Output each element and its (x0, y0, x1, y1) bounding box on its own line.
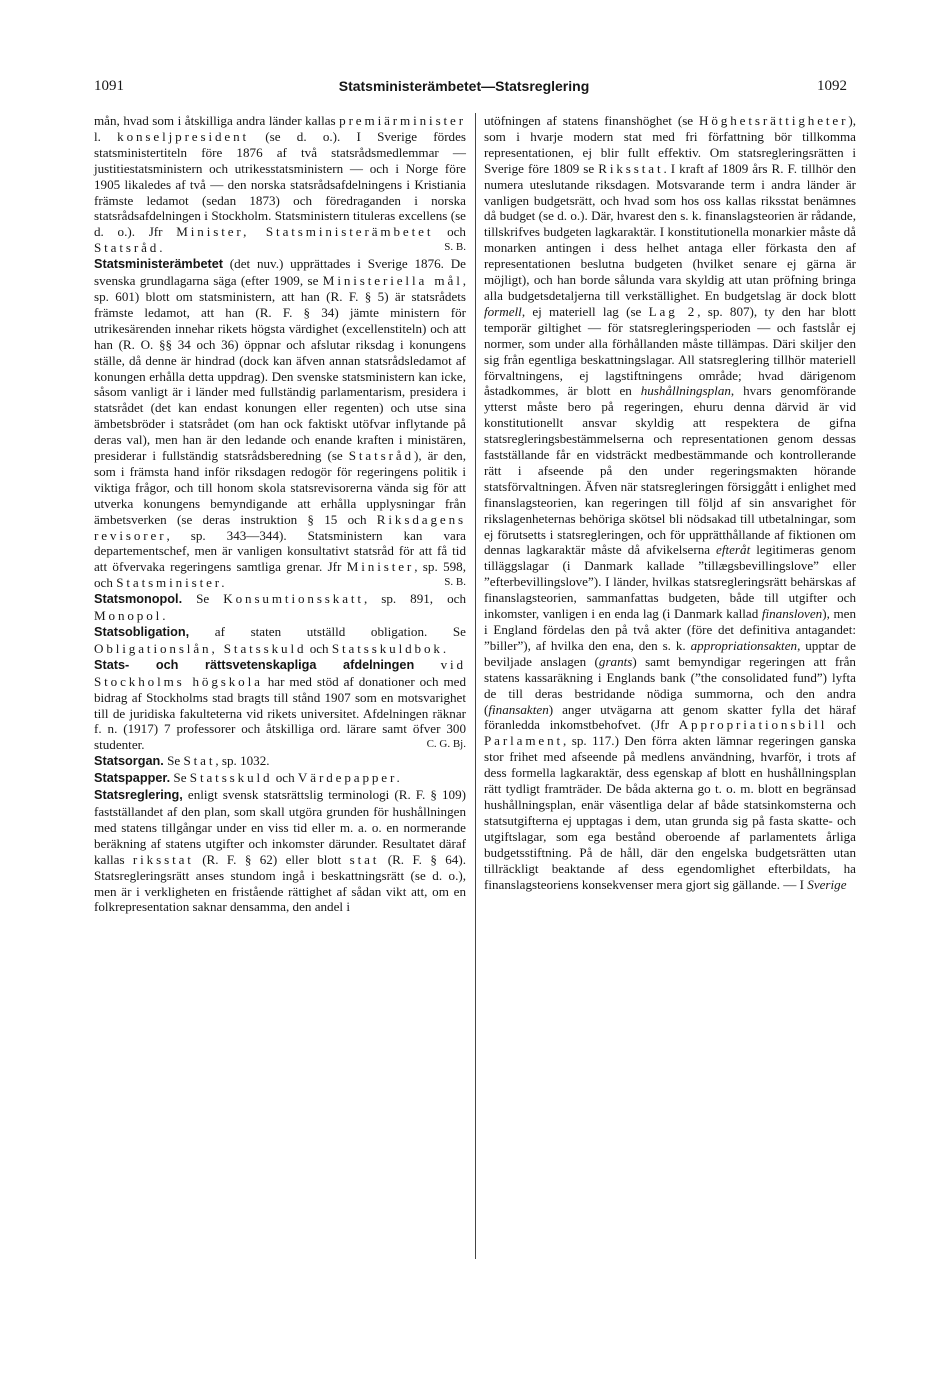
page-number-right: 1092 (817, 78, 847, 94)
entry-statsobligation: Statsobligation, af staten utställd obligation. Se Obligationslån, Statsskuld och Statsskuldbok. (94, 624, 466, 656)
signature: S. B. (444, 576, 466, 589)
entry-statsminister-continued: mån, hvad som i åtskilliga andra länder kallas premiärminister l. konseljpresident (se d. o.). I Sverige fördes statsministertiteln före 1876 af två statsrådsmedlemmar — justitiestatsministern och utrikesstatsministern — och i Norge före 1905 likaledes af två — den norska statsrådsafdelningens i Kristiania främste ledamot (sedan 1873) och föredraganden i norska statsrådsafdelningen i Stockholm. Statsministern tituleras excellens (se d. o.). Jfr Minister, Statsministerämbetet och Statsråd. S. B. (94, 113, 467, 256)
entry-headword: Statsobligation, (94, 625, 190, 640)
entry-statsorgan: Statsorgan. Se Stat, sp. 1032. (94, 753, 270, 769)
entry-statspapper: Statspapper. Se Statsskuld och Värdepapper. (94, 770, 403, 786)
entry-headword: Stats- och rättsvetenskapliga afdelningen (94, 657, 415, 672)
entry-statsreglering-continued: utöfningen af statens finanshöghet (se Höghetsrättigheter), som i hvarje modern stat med fri författning bör tillkomma representationen, ej blir fullt effektiv. Om statsregleringsrätten i Sverige före 1809 se Riksstat. I kraft af 1809 års R. F. tillhör den numera uteslutande riksdagen. Motsvarande term i andra länder är vanligen budgetsrätt, och hvad som hos oss kallas riksstat benämnes då budget (se d. o.). Där, hvarest den s. k. finanslagsteorien är rådande, tillskrifves budgeten lagkaraktär. I konstitutionella monarkier måste då monarken antingen i dess helhet antaga eller förkasta den af representationen beslutna budgeten (hvilket senare ej gärna är möjligt), och han borde sålunda vara skyldig att utan pröfning bringa alla budgetsdetaljerna till verkställighet. En budgetslag är dock blott formell, ej materiell lag (se Lag 2, sp. 807), ty den har blott temporär giltighet — för statsregleringsperioden — och fastslår ej normer, som under alla förhållanden måste tillämpas. Däri skiljer den sig från egentliga beskattningslagar. All statsreglering tillhör materiell förvaltningens, ej lagstiftningens område; hvad därigenom åstadkommes, är blott en hushållningsplan, hvars genomförande ytterst måste bero på regeringen, ehuru denna därvid är vid konstitutionellt ansvar skyldig att respektera de gifna statsregleringsbestämmelserna och representationen genom dessas fastställande får en vidsträckt medbestämmande och kontrollerande rätt i afseende på den under regeringsmakten hörande statsförvaltningen. Äfven när statsregleringen försiggått i enlighet med finanslagsteorien, kan regeringen till följd af sin ansvarighet för rikslagenheternas behöriga skötsel bli nödsakad till utbetalningar, som ej förutsetts i statsregleringen, och för upprätthållande af fiktionen om dennas lagkaraktär måste då afvikelserna efteråt legitimeras genom tilläggslagar (i Danmark kallade ”tillægsbevillingslove” eller ”efterbevillingslove”). I länder, hvilkas statsregleringsrätt behärskas af finanslagsteorien, sammanfattas budgeten, både till utgifter och inkomster, vanligen i en enda lag (i Danmark kallad finansloven), men i England fördelas den på två akter (före det definitiva antagandet: ”biller”), af hvilka den ena, den s. k. appropriationsakten, upptar de beviljade anslagen (grants) samt bemyndigar regeringen att från statens kassaräkning i Englands bank (”the consolidated fund”) lyfta de till deras bestridande nödiga summorna, och den andra (finansakten) anger utvägarna att genom skatter fylla det häraf föranledda inkomstbehofvet. (Jfr Appropriationsbill och Parlament, sp. 117.) Den förra akten lämnar regeringen ganska stor frihet med afseende på medlens användning, hvarför, i trots af dess formella lagkaraktär, dess egenskap af blott en hushållningsplan rätt tydligt framträder. De båda akterna go t. o. m. blott en begränsad hushållningsplan, enär väsentliga delar af både statsinkomsterna och statsutgifterna ej upptagas i dem, utan grunda sig på fasta skatte- och utgiftslagar, som ega bestånd oberoende af parlamentets årliga budgetsstiftning. På de håll, där den engelska budgetsrätten utan tillräckligt beaktande af dess egendomlighet efterbildats, ha finanslagsteoriens konsekvenser mera gjort sig gällande. — I Sverige (484, 113, 857, 892)
entry-headword: Statsorgan. (94, 754, 164, 769)
running-title: Statsministerämbetet—Statsreglering (338, 78, 590, 94)
column-divider (475, 113, 476, 1259)
entry-statsministerambetet: Statsministerämbetet (det nuv.) upprättades i Sverige 1876. De svenska grundlagarna säga (efter 1909, se Ministeriella mål, sp. 601) blott om statsministern, att han (R. F. § 5) är statsrådets främste ledamot, att han (R. F. § 34) jämte ministern för utrikesärenden innehar rikets högsta värdighet (excellenstiteln) och att han (R. O. §§ 34 och 36) öppnar och afslutar riksdag i konungens ställe, då denne är hindrad (dock kan äfven annan statsrådsledamot af konungen erhålla detta uppdrag). Den svenske statsministern kan icke, såsom vanligt är i länder med fullständig parlamentarism, presidera i statsrådet (det kan endast konungen eller regenten) och utse sina ämbetsbröder i statsrådet (om han ock faktiskt utöfvar inflytande på deras val), men han är den ledande och enande kraften i ministären, presiderar i fullständig statsrådsberedning (se Statsråd), är den, som i främsta hand inför riksdagen redogör för regeringens politik i viktiga frågor, och till honom skola statsrevisorerna vända sig för att utverka konungens bemyndigande att erhålla upplysningar från ämbetsverken (se deras instruktion § 15 och Riksdagens revisorer, sp. 343—344). Statsministern kan vara departementschef, men är vanligen konsultativt statsråd för att få tid att öfvervaka regeringens samtliga grenar. Jfr Minister, sp. 598, och Statsminister. S. B. (94, 256, 466, 591)
page-number-left: 1091 (94, 78, 124, 94)
entry-headword: Statsreglering, (94, 788, 183, 803)
entry-stats-och-rattsvetenskapliga-afdelningen: Stats- och rättsvetenskapliga afdelningen vid Stockholms högskola har med stöd af donationer och med bidrag af Stockholms stad bragts till stånd 1907 som en motsvarighet till de juridiska fakulteterna vid rikets universitet. Afdelningen räknar f. n. (1917) 7 professorer och åtskilliga ord. lärare samt öfver 300 studenter. C. G. Bj. (94, 656, 466, 753)
signature: C. G. Bj. (426, 738, 466, 751)
entry-headword: Statsministerämbetet (94, 257, 224, 272)
entry-headword: Statsmonopol. (94, 592, 183, 607)
left-column (94, 113, 466, 915)
entry-headword: Statspapper. (94, 771, 171, 786)
entry-statsmonopol: Statsmonopol. Se Konsumtionsskatt, sp. 891, och Monopol. (94, 591, 466, 624)
right-column (484, 113, 856, 892)
entry-statsreglering: Statsreglering, enligt svensk statsrättslig terminologi (R. F. § 109) fastställandet af den plan, som skall utgöra grunden för hushållningen med statens tillgångar under en viss tid eller m. a. o. en normerande beräkning af statens utgifter och inkomster därunder. Resultatet däraf kallas riksstat (R. F. § 62) eller blott stat (R. F. § 64). Statsregleringsrätt anses stundom ingå i beskattningsrätt (se d. o.), men är i verkligheten en fristående rättighet af sådan vikt att, om en folkrepresentation saknar densamma, den andel i (94, 787, 466, 915)
signature: S. B. (444, 241, 466, 254)
